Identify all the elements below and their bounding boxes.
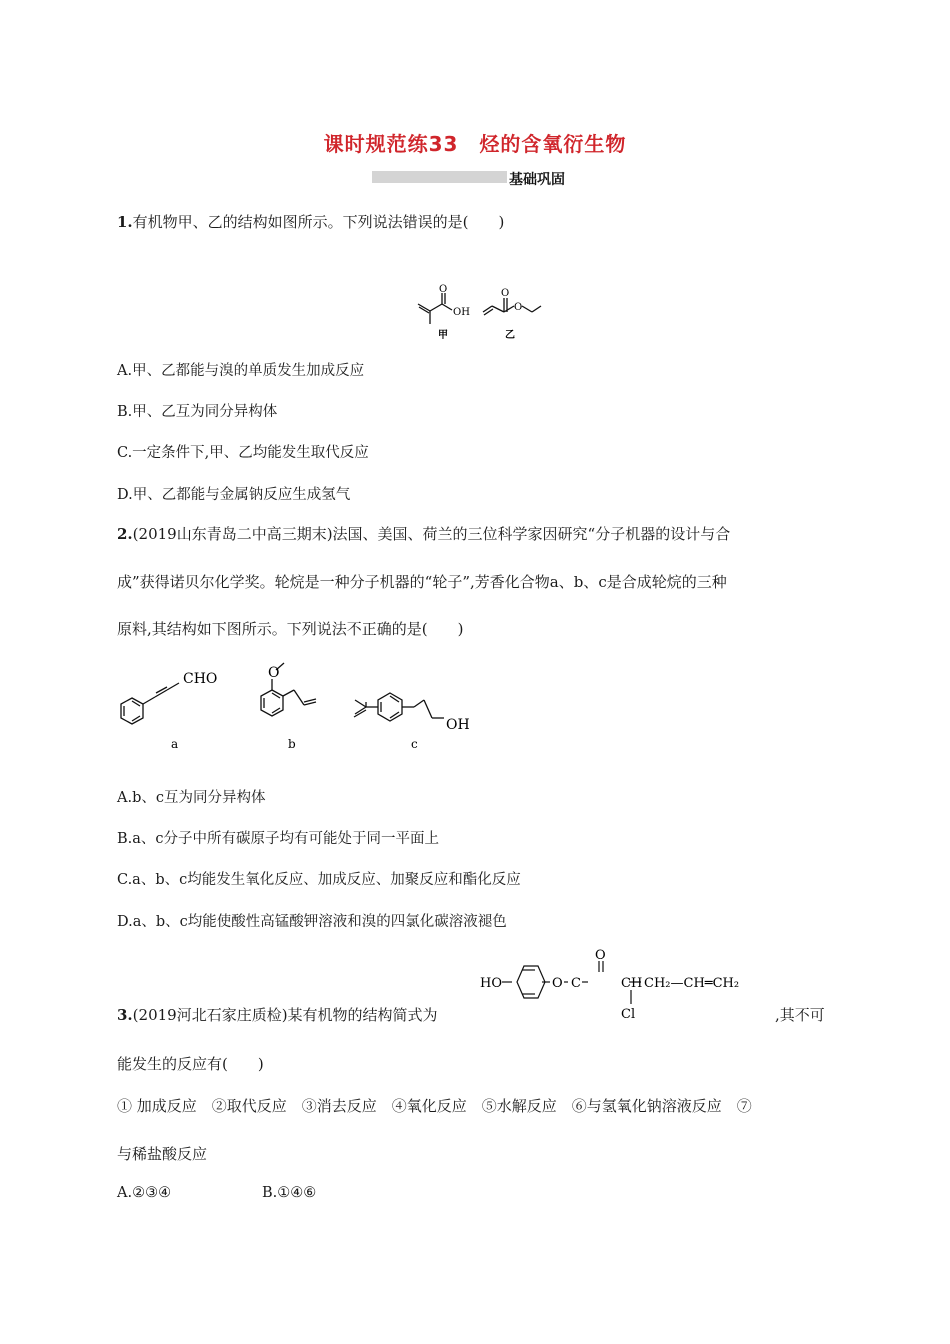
q2-fig-oh: OH [446, 717, 470, 733]
q1-fig-label-yi: 乙 [505, 330, 515, 341]
q1-fig-label-jia: 甲 [438, 330, 448, 341]
question-2-stem-line-1 [117, 524, 730, 544]
q3-formula-ch: CH [621, 976, 643, 991]
question-3-option-a: A.②③④ [117, 1185, 172, 1201]
q3-formula-cl: Cl [621, 1007, 636, 1022]
question-3-reactions-line-1: ① 加成反应 ②取代反应 ③消去反应 ④氧化反应 ⑤水解反应 ⑥与氢氧化钠溶液反应 ⑦ [117, 1097, 752, 1115]
page-title: 课时规范练33 烃的含氧衍生物 [323, 132, 627, 156]
question-1-option-c: C.一定条件下,甲、乙均能发生取代反应 [117, 445, 369, 461]
q3-formula-o-link: O [552, 976, 563, 991]
q2-fig-label-c: c [411, 737, 418, 751]
question-3-formula [476, 944, 776, 1024]
section-label: 基础巩固 [509, 172, 565, 188]
q3-formula-tail: CH₂—CH═CH₂ [644, 976, 740, 991]
question-3-stem-line-2: 能发生的反应有( ) [117, 1055, 264, 1073]
question-1-number: 1. [117, 213, 133, 231]
question-2-option-a: A.b、c互为同分异构体 [117, 790, 266, 806]
q2-fig-label-b: b [288, 737, 296, 751]
question-1-figure [408, 282, 558, 344]
question-3-stem [117, 1005, 438, 1025]
question-3-option-b: B.①④⑥ [262, 1185, 317, 1201]
question-1-option-d: D.甲、乙都能与金属钠反应生成氢气 [117, 487, 351, 503]
section-bar [372, 171, 507, 183]
question-3-text-start: (2019河北石家庄质检)某有机物的结构简式为 [132, 1006, 438, 1024]
q1-fig-o-ester: O [514, 302, 523, 313]
q1-fig-o2: O [501, 288, 510, 299]
question-2-stem-line-3: 原料,其结构如下图所示。下列说法不正确的是( ) [117, 620, 464, 638]
question-3-number: 3. [117, 1006, 133, 1024]
q2-fig-cho: CHO [183, 671, 218, 687]
q2-fig-label-a: a [171, 737, 179, 751]
question-3-reactions-line-2: 与稀盐酸反应 [117, 1145, 208, 1163]
question-1-option-b: B.甲、乙互为同分异构体 [117, 404, 278, 420]
question-2-option-c: C.a、b、c均能发生氧化反应、加成反应、加聚反应和酯化反应 [117, 872, 521, 888]
question-2-option-b: B.a、c分子中所有碳原子均有可能处于同一平面上 [117, 831, 440, 847]
question-2-text-1: (2019山东青岛二中高三期末)法国、美国、荷兰的三位科学家因研究“分子机器的设计与合 [132, 525, 731, 543]
q3-formula-ho: HO [480, 976, 502, 991]
question-2-figure [112, 650, 492, 755]
q3-formula-o-top: O [595, 948, 606, 963]
q1-fig-o1: O [439, 284, 448, 295]
question-1-option-a: A.甲、乙都能与溴的单质发生加成反应 [117, 363, 365, 379]
q1-fig-oh: OH [453, 307, 470, 318]
question-2-number: 2. [117, 525, 133, 543]
question-2-stem-line-2: 成”获得诺贝尔化学奖。轮烷是一种分子机器的“轮子”,芳香化合物a、b、c是合成轮烷的三种 [117, 573, 727, 591]
question-1-stem [117, 212, 504, 232]
q3-formula-c: C [571, 976, 581, 991]
question-1-text: 有机物甲、乙的结构如图所示。下列说法错误的是( ) [132, 213, 505, 231]
question-3-stem-end: ,其不可 [775, 1006, 825, 1024]
question-2-option-d: D.a、b、c均能使酸性高锰酸钾溶液和溴的四氯化碳溶液褪色 [117, 914, 507, 930]
q2-fig-o: O [268, 665, 280, 681]
